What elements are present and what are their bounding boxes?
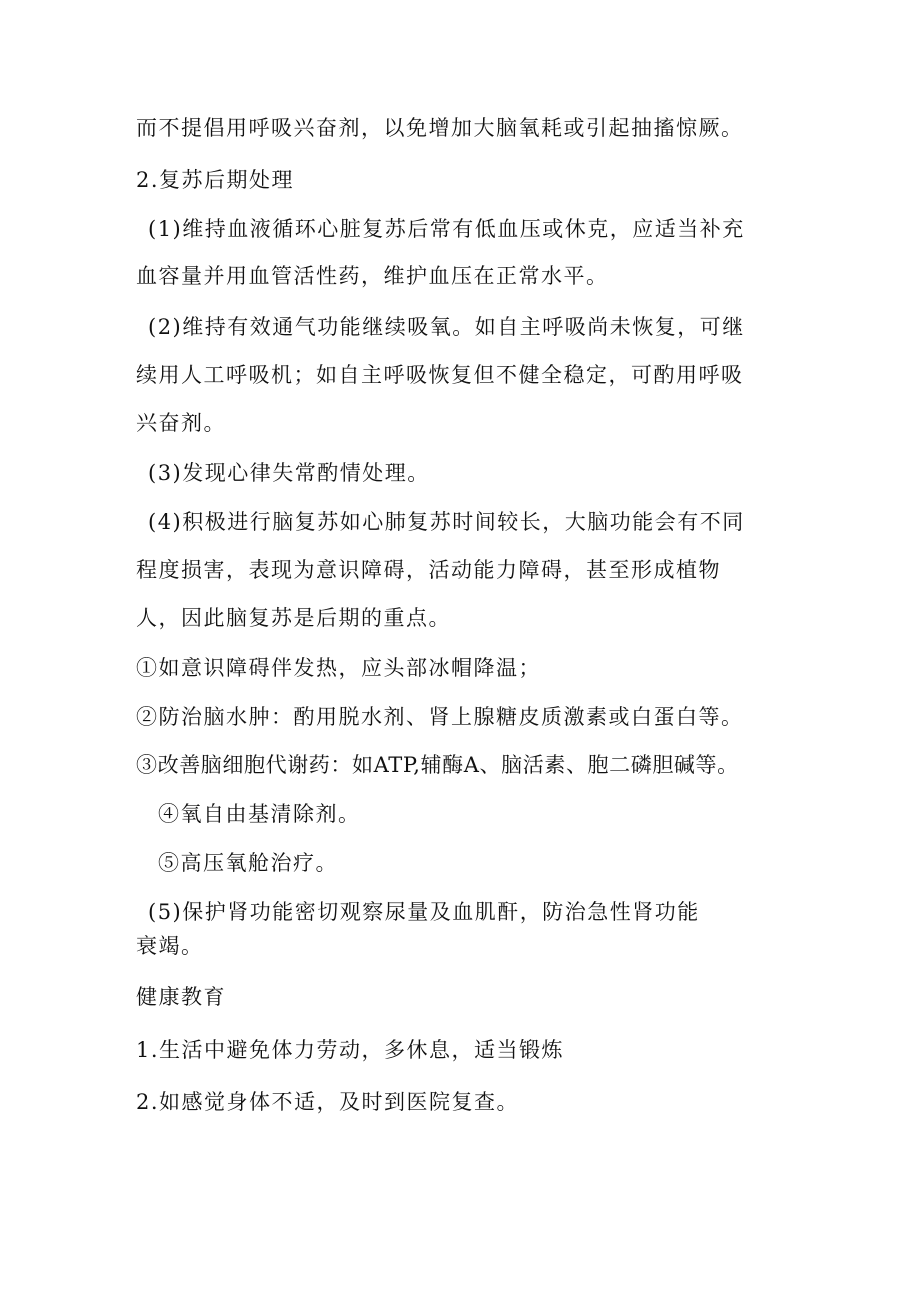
text-line-17: (5)保护肾功能密切观察尿量及血肌酐，防治急性肾功能 (148, 900, 700, 924)
text-line-18: 衰竭。 (136, 934, 204, 958)
text-line-1: 而不提倡用呼吸兴奋剂，以免增加大脑氧耗或引起抽搐惊厥。 (136, 116, 744, 140)
list-item-2: ②防治脑水肿：酌用脱水剂、肾上腺糖皮质激素或白蛋白等。 (136, 705, 744, 729)
text-line-11: 人，因此脑复苏是后期的重点。 (136, 606, 451, 630)
list-item-5: ⑤高压氧舱治疗。 (158, 851, 338, 875)
list-item-3: ③改善脑细胞代谢药：如ATP,辅酶A、脑活素、胞二磷胆碱等。 (136, 753, 739, 777)
text-line-8: (3)发现心律失常酌情处理。 (148, 461, 430, 485)
list-item-4: ④氧自由基清除剂。 (158, 802, 361, 826)
text-line-5: (2)维持有效通气功能继续吸氧。如自主呼吸尚未恢复，可继 (148, 315, 745, 339)
text-line-7: 兴奋剂。 (136, 411, 226, 435)
text-line-10: 程度损害，表现为意识障碍，活动能力障碍，甚至形成植物 (136, 558, 721, 582)
text-line-6: 续用人工呼吸机；如自主呼吸恢复但不健全稳定，可酌用呼吸 (136, 363, 744, 387)
list-item-1: ①如意识障碍伴发热，应头部冰帽降温； (136, 656, 541, 680)
section-heading-recovery-treatment: 2.复苏后期处理 (136, 168, 295, 192)
section-heading-health-education: 健康教育 (136, 985, 226, 1009)
text-line-4: 血容量并用血管活性药，维护血压在正常水平。 (136, 264, 609, 288)
text-line-20: 1.生活中避免体力劳动，多休息，适当锻炼 (136, 1038, 565, 1062)
text-line-9: (4)积极进行脑复苏如心肺复苏时间较长，大脑功能会有不同 (148, 510, 745, 534)
text-line-3: (1)维持血液循环心脏复苏后常有低血压或休克，应适当补充 (148, 217, 745, 241)
text-line-21: 2.如感觉身体不适，及时到医院复查。 (136, 1090, 520, 1114)
